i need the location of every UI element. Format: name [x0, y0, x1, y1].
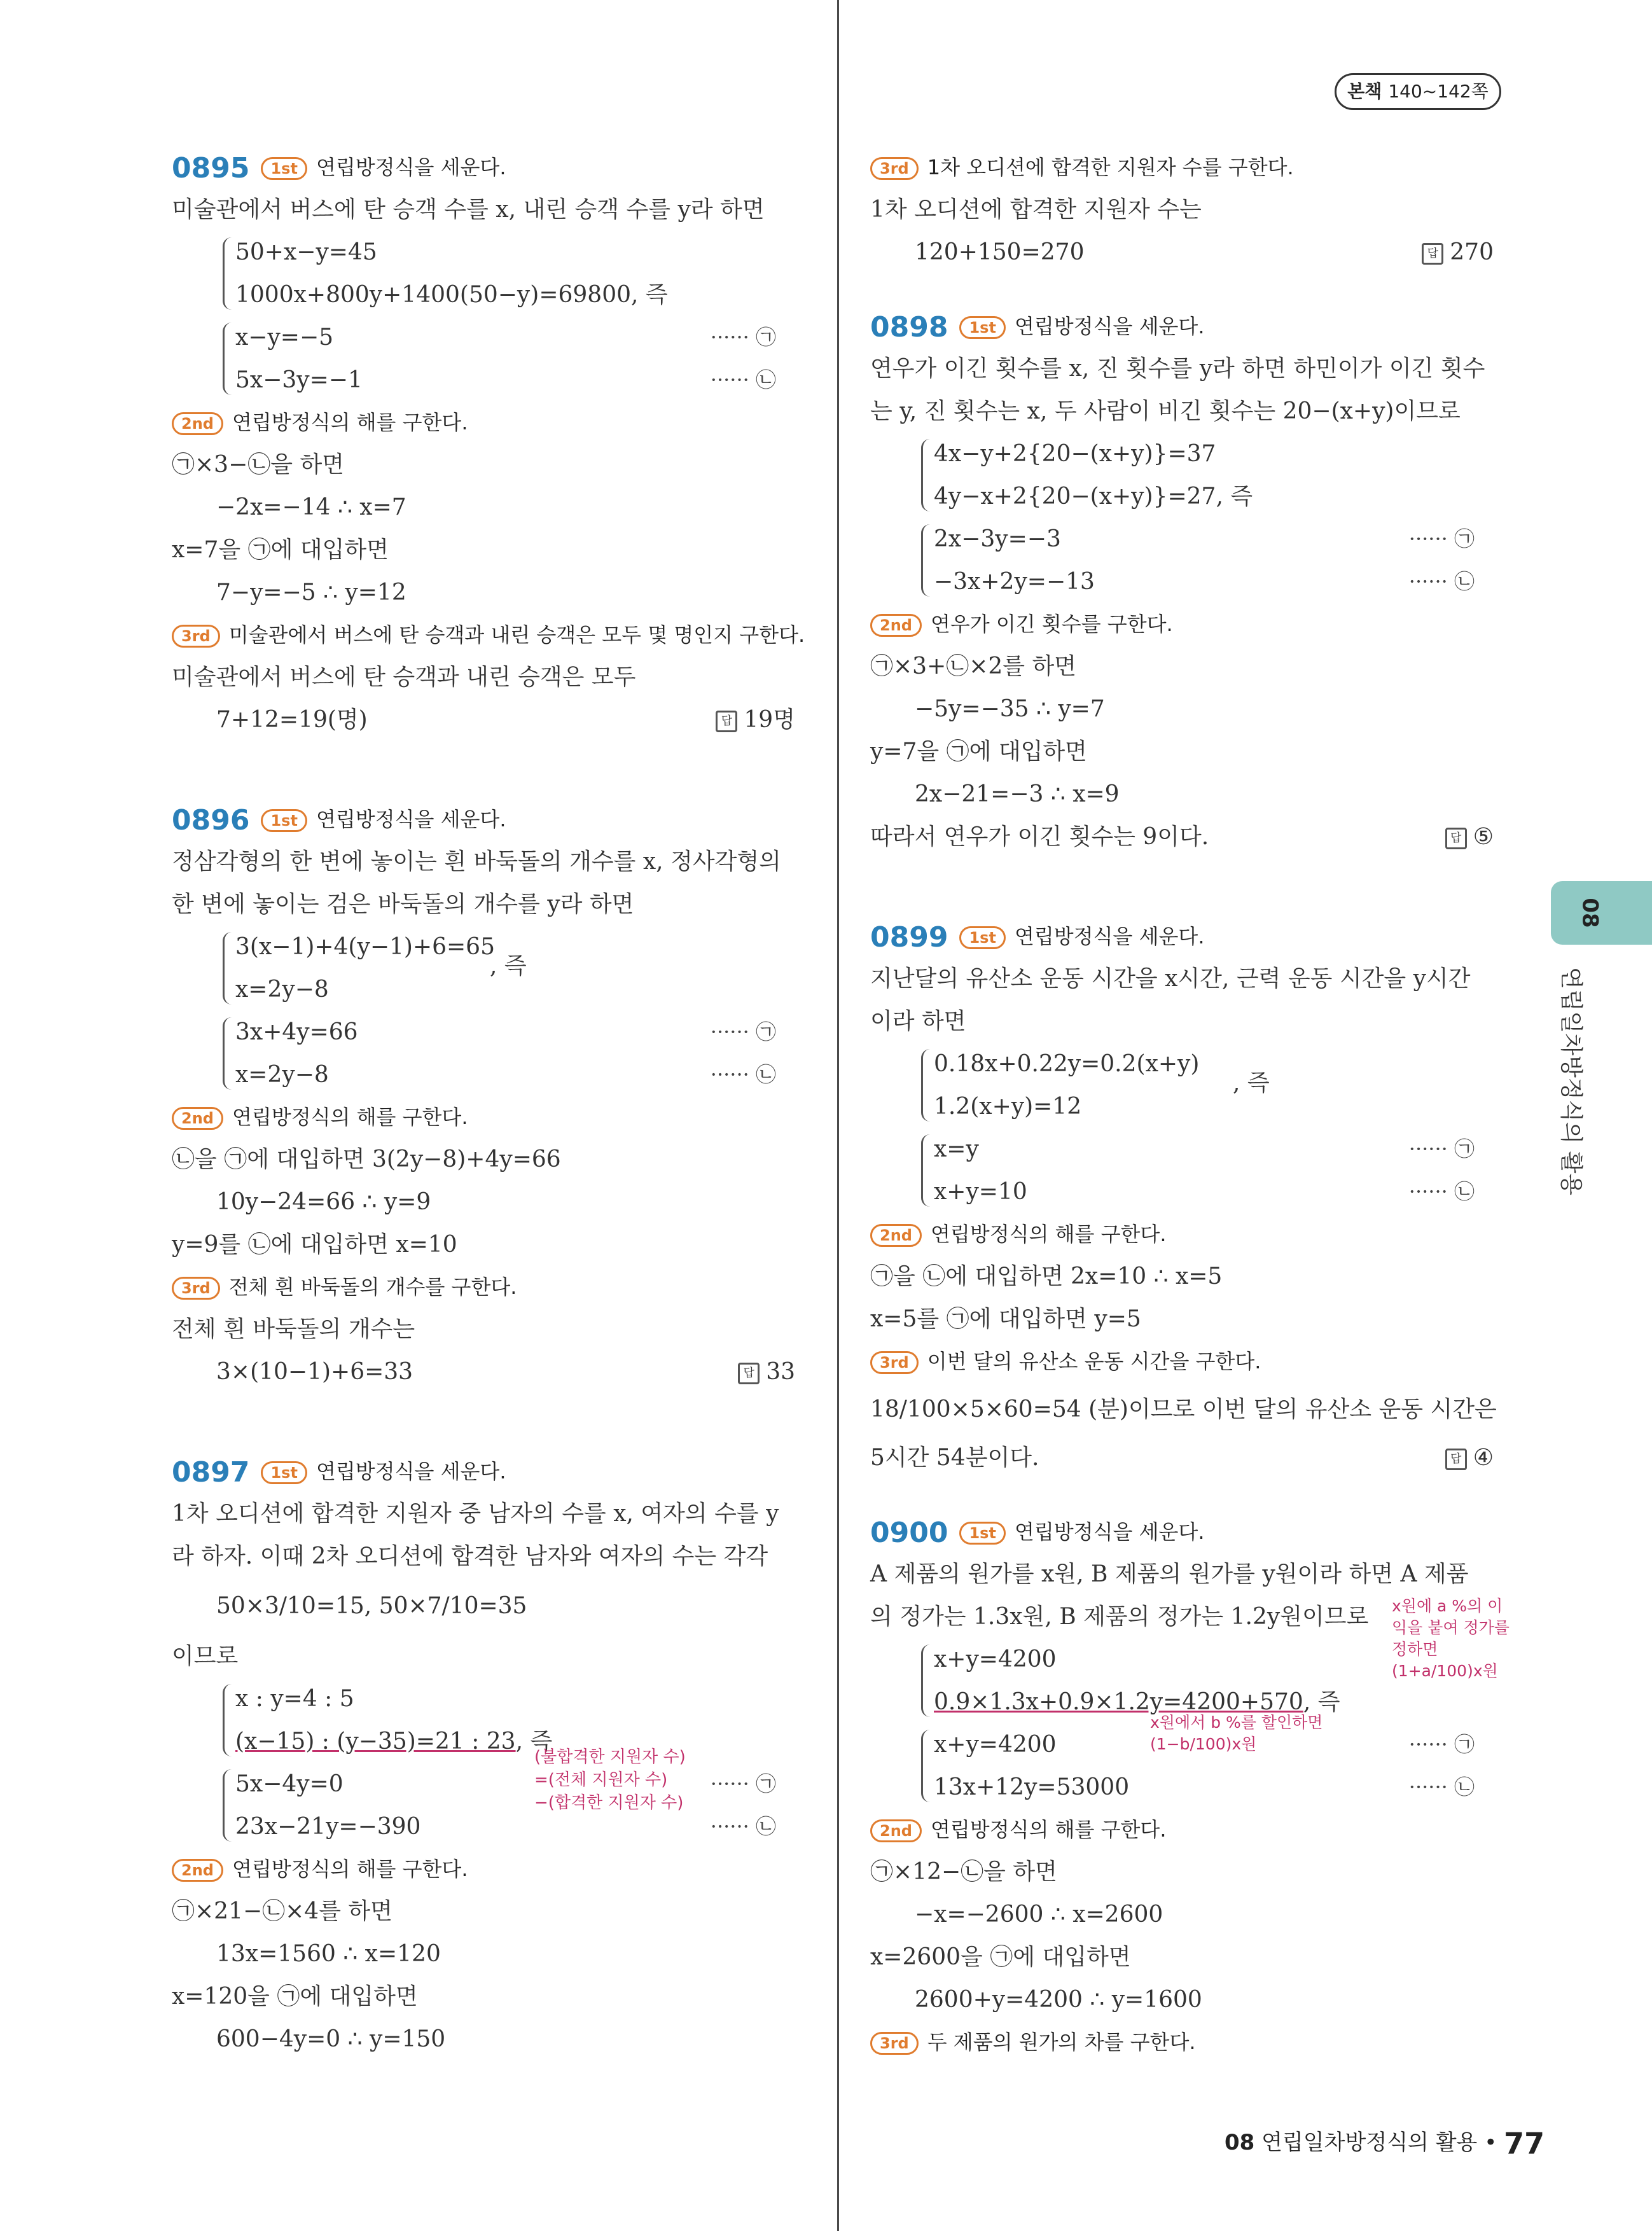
answer-icon: 답 [1445, 1449, 1467, 1470]
brace [223, 1017, 233, 1090]
step-badge: 2nd [172, 412, 223, 435]
step-badge: 1st [959, 1522, 1005, 1545]
right-column [870, 146, 1510, 2063]
step-badge: 1st [261, 1461, 307, 1484]
step-title: 두 제품의 원가의 차를 구한다. [927, 2030, 1196, 2054]
answer: 답 270 [1422, 231, 1494, 274]
step-title: 연립방정식을 세운다. [1014, 924, 1205, 949]
text-line: 5시간 54분이다. 답 ④ [870, 1436, 1506, 1479]
equation-marker: ······ ㉠ [710, 1772, 776, 1796]
problem-0897 [172, 1450, 808, 2061]
text-line: 120+150=270 답 270 [870, 231, 1506, 274]
step-title: 연립방정식의 해를 구한다. [232, 1105, 468, 1129]
step-badge: 2nd [172, 1859, 223, 1882]
text-line: x=2600을 ㉠에 대입하면 [870, 1944, 1131, 1970]
page-footer [1225, 2125, 1544, 2161]
equation: x=2y−8 , 즉 [235, 953, 527, 1003]
equation: 1.2(x+y)=12 , 즉 [934, 1070, 1270, 1120]
equation: 13x+12y=53000 ······ ㉡ [934, 1766, 1506, 1809]
equation: x=y ······ ㉠ [934, 1128, 1506, 1171]
text-line: 600−4y=0 ∴ y=150 [216, 2026, 446, 2052]
equation-system [870, 433, 1506, 518]
step-title: 연립방정식을 세운다. [1014, 1520, 1205, 1544]
equation-system [870, 1638, 1506, 1723]
page-reference-badge [1335, 73, 1501, 110]
column-divider [837, 0, 839, 2231]
text-line: 이므로 [172, 1643, 239, 1669]
chapter-tab [1551, 881, 1652, 945]
text-line: 의 정가는 1.3x원, B 제품의 정가는 1.2y원이므로 x원에 a %의 이 익을 붙여 정가를 정하면 (1+a/100)x원 [870, 1595, 1506, 1638]
step-badge: 3rd [172, 1277, 220, 1300]
text-line: ㉡을 ㉠에 대입하면 3(2y−8)+4y=66 [172, 1146, 561, 1172]
step-badge: 3rd [172, 625, 220, 648]
text-line: 전체 흰 바둑돌의 개수는 [172, 1316, 415, 1342]
text-line: 18/100×5×60=54 (분)이므로 이번 달의 유산소 운동 시간은 [870, 1396, 1497, 1422]
step-badge: 3rd [870, 1351, 919, 1374]
text-line: 라 하자. 이때 2차 오디션에 합격한 남자와 여자의 수는 각각 [172, 1543, 768, 1569]
annotation-note: x원에서 b %를 할인하면 (1−b/100)x원 [1150, 1713, 1323, 1753]
equation: 4y−x+2{20−(x+y)}=27, 즉 [934, 483, 1253, 510]
annotation-note: x원에 a %의 이 익을 붙여 정가를 정하면 (1+a/100)x원 [1392, 1597, 1510, 1680]
text-line: 따라서 연우가 이긴 횟수는 9이다. 답 ⑤ [870, 816, 1506, 858]
text-line: 는 y, 진 횟수는 x, 두 사람이 비긴 횟수는 20−(x+y)이므로 [870, 398, 1461, 424]
equation: x−y=−5 ······ ㉠ [235, 316, 808, 359]
brace [921, 1049, 932, 1122]
step-badge: 1st [959, 926, 1005, 949]
equation-marker: ······ ㉠ [1408, 1137, 1475, 1161]
answer: 답 ⑤ [1445, 816, 1494, 858]
equation-marker: ······ ㉡ [710, 1062, 776, 1087]
equation-marker: ······ ㉡ [1408, 1775, 1475, 1799]
brace [223, 237, 233, 310]
text-line: ㉠×12−㉡을 하면 [870, 1859, 1057, 1885]
problem-0897-continued [870, 146, 1506, 274]
footer-bullet: • [1484, 2130, 1497, 2155]
equation: 2x−3y=−3 ······ ㉠ [934, 518, 1506, 560]
text-line: 한 변에 놓이는 검은 바둑돌의 개수를 y라 하면 [172, 891, 634, 917]
text-line: −2x=−14 ∴ x=7 [216, 494, 406, 520]
problem-number: 0898 [870, 311, 948, 344]
problem-number: 0895 [172, 152, 250, 184]
text-line: x=5를 ㉠에 대입하면 y=5 [870, 1306, 1141, 1332]
brace [921, 1730, 932, 1802]
equation-system [172, 316, 808, 401]
equation: 4x−y+2{20−(x+y)}=37 [934, 441, 1216, 467]
step-title: 연립방정식의 해를 구한다. [930, 1222, 1167, 1246]
step-title: 연립방정식의 해를 구한다. [930, 1817, 1167, 1842]
step-title: 연립방정식의 해를 구한다. [232, 410, 468, 434]
text-line: 연우가 이긴 횟수를 x, 진 횟수를 y라 하면 하민이가 이긴 횟수 [870, 356, 1485, 382]
equation-marker: ······ ㉠ [710, 1020, 776, 1044]
answer-icon: 답 [1445, 828, 1467, 849]
step-title: 연립방정식을 세운다. [316, 155, 506, 179]
page-number: 77 [1504, 2126, 1545, 2161]
brace [921, 439, 932, 511]
equation-marker: ······ ㉡ [1408, 1179, 1475, 1204]
equation-system [172, 926, 808, 1011]
step-badge: 1st [261, 809, 307, 832]
equation: x+y=4200 x원에서 b %를 할인하면 (1−b/100)x원 ······ ㉠ [934, 1723, 1506, 1766]
text-line: ㉠×21−㉡×4를 하면 [172, 1898, 392, 1924]
answer-icon: 답 [716, 711, 737, 732]
step-title: 연립방정식을 세운다. [1014, 314, 1205, 338]
text-line: 지난달의 유산소 운동 시간을 x시간, 근력 운동 시간을 y시간 [870, 966, 1471, 992]
footer-title: 연립일차방정식의 활용 [1261, 2130, 1478, 2155]
text-line: ㉠×3−㉡을 하면 [172, 452, 345, 478]
step-title: 연우가 이긴 횟수를 구한다. [930, 612, 1173, 636]
page-ref-label: 본책 [1347, 81, 1382, 102]
text-line: 1차 오디션에 합격한 지원자 수는 [870, 197, 1202, 223]
text-line: 7−y=−5 ∴ y=12 [216, 580, 406, 606]
problem-0895 [172, 146, 808, 741]
answer: 답 ④ [1445, 1436, 1494, 1479]
equation: x+y=10 ······ ㉡ [934, 1171, 1506, 1213]
brace [223, 323, 233, 395]
text-line: x=7을 ㉠에 대입하면 [172, 537, 389, 563]
equation-system [870, 1043, 1506, 1128]
text-line: ㉠을 ㉡에 대입하면 2x=10 ∴ x=5 [870, 1263, 1223, 1289]
brace [921, 1134, 932, 1207]
text-line: 7+12=19(명) 답 19명 [172, 698, 808, 741]
problem-number: 0900 [870, 1517, 948, 1549]
text-line: 10y−24=66 ∴ y=9 [216, 1189, 431, 1215]
equation: 1000x+800y+1400(50−y)=69800, 즉 [235, 282, 668, 308]
chapter-tab-title: 연립일차방정식의 활용 [1558, 967, 1584, 1196]
problem-number: 0899 [870, 921, 948, 954]
brace [223, 932, 233, 1004]
problem-0898 [870, 305, 1506, 858]
text-line: y=9를 ㉡에 대입하면 x=10 [172, 1232, 457, 1258]
annotation-note: (불합격한 지원자 수) =(전체 지원자 수) −(합격한 지원자 수) [534, 1748, 686, 1812]
text-line: y=7을 ㉠에 대입하면 [870, 739, 1087, 765]
problem-0900 [870, 1511, 1510, 2063]
equation-marker: ······ ㉡ [710, 1814, 776, 1838]
problem-number: 0897 [172, 1456, 250, 1489]
text-line: −5y=−35 ∴ y=7 [915, 696, 1105, 722]
equation-system [870, 1128, 1506, 1213]
equation-system [870, 518, 1506, 603]
step-badge: 3rd [870, 2032, 919, 2055]
step-badge: 3rd [870, 157, 919, 180]
equation-marker: ······ ㉡ [710, 368, 776, 392]
answer-icon: 답 [738, 1363, 760, 1384]
equation: x+y=4200 [934, 1646, 1057, 1672]
text-line: ㉠×3+㉡×2를 하면 [870, 653, 1077, 679]
equation-system [172, 231, 808, 316]
text-line: 미술관에서 버스에 탄 승객과 내린 승객은 모두 [172, 664, 636, 690]
equation: 23x−21y=−390 ······ ㉡ [235, 1805, 808, 1848]
step-badge: 2nd [870, 614, 922, 637]
equation: (x−15) : (y−35)=21 : 23, 즉 (불합격한 지원자 수) =(전체 지원자 수) −(합격한 지원자 수) [235, 1720, 808, 1763]
step-badge: 2nd [870, 1819, 922, 1842]
text-line: 50×3/10=15, 50×7/10=35 [216, 1593, 527, 1619]
equation: 50+x−y=45 [235, 239, 377, 265]
equation-system [172, 1763, 808, 1848]
problem-number: 0896 [172, 804, 250, 837]
text-line: −x=−2600 ∴ x=2600 [915, 1901, 1163, 1928]
equation-marker: ······ ㉠ [1408, 527, 1475, 551]
equation: 0.18x+0.22y=0.2(x+y) [934, 1051, 1200, 1077]
text-line: 2x−21=−3 ∴ x=9 [915, 781, 1120, 807]
step-title: 연립방정식을 세운다. [316, 807, 506, 831]
equation-system [870, 1713, 1506, 1809]
text-line: 2600+y=4200 ∴ y=1600 [915, 1987, 1202, 2013]
step-badge: 2nd [172, 1107, 223, 1130]
equation-marker: ······ ㉠ [1408, 1732, 1475, 1756]
step-title: 이번 달의 유산소 운동 시간을 구한다. [927, 1349, 1261, 1373]
page-ref-pages: 140~142쪽 [1388, 81, 1489, 102]
step-title: 연립방정식의 해를 구한다. [232, 1857, 468, 1881]
left-column [172, 146, 808, 2061]
text-line: 13x=1560 ∴ x=120 [216, 1941, 441, 1967]
problem-0899 [870, 915, 1506, 1479]
answer: 답 33 [738, 1351, 795, 1393]
text-line: 이라 하면 [870, 1008, 966, 1034]
text-line: 3×(10−1)+6=33 답 33 [172, 1351, 808, 1393]
text-line: A 제품의 원가를 x원, B 제품의 원가를 y원이라 하면 A 제품 [870, 1561, 1469, 1587]
step-title: 1차 오디션에 합격한 지원자 수를 구한다. [927, 155, 1294, 179]
step-badge: 1st [261, 157, 307, 180]
text-line: 1차 오디션에 합격한 지원자 중 남자의 수를 x, 여자의 수를 y [172, 1501, 779, 1527]
footer-chapter: 08 [1225, 2130, 1255, 2155]
step-badge: 1st [959, 316, 1005, 339]
brace [921, 1644, 932, 1717]
equation: x=2y−8 ······ ㉡ [235, 1053, 808, 1096]
equation: 5x−3y=−1 ······ ㉡ [235, 359, 808, 401]
step-title: 전체 흰 바둑돌의 개수를 구한다. [228, 1275, 517, 1299]
equation: 5x−4y=0 ······ ㉠ [235, 1763, 808, 1805]
equation-marker: ······ ㉠ [710, 325, 776, 349]
chapter-tab-number: 08 [1577, 898, 1603, 928]
equation: 3(x−1)+4(y−1)+6=65 [235, 934, 495, 960]
equation-marker: ······ ㉡ [1408, 569, 1475, 594]
equation: 0.9×1.3x+0.9×1.2y=4200+570, 즉 [934, 1689, 1340, 1715]
problem-0896 [172, 798, 808, 1393]
text-line: 정삼각형의 한 변에 놓이는 흰 바둑돌의 개수를 x, 정사각형의 [172, 849, 781, 875]
text-line: x=120을 ㉠에 대입하면 [172, 1984, 418, 2010]
equation: −3x+2y=−13 ······ ㉡ [934, 560, 1506, 603]
equation: x : y=4 : 5 [235, 1686, 354, 1712]
answer: 답 19명 [716, 698, 795, 741]
equation-system [172, 1011, 808, 1096]
brace [223, 1684, 233, 1756]
answer-icon: 답 [1422, 243, 1443, 265]
brace [921, 524, 932, 597]
step-title: 미술관에서 버스에 탄 승객과 내린 승객은 모두 몇 명인지 구한다. [228, 623, 805, 647]
step-title: 연립방정식을 세운다. [316, 1459, 506, 1484]
text-line: 미술관에서 버스에 탄 승객 수를 x, 내린 승객 수를 y라 하면 [172, 197, 765, 223]
brace [223, 1769, 233, 1842]
step-badge: 2nd [870, 1224, 922, 1247]
equation: 3x+4y=66 ······ ㉠ [235, 1011, 808, 1053]
